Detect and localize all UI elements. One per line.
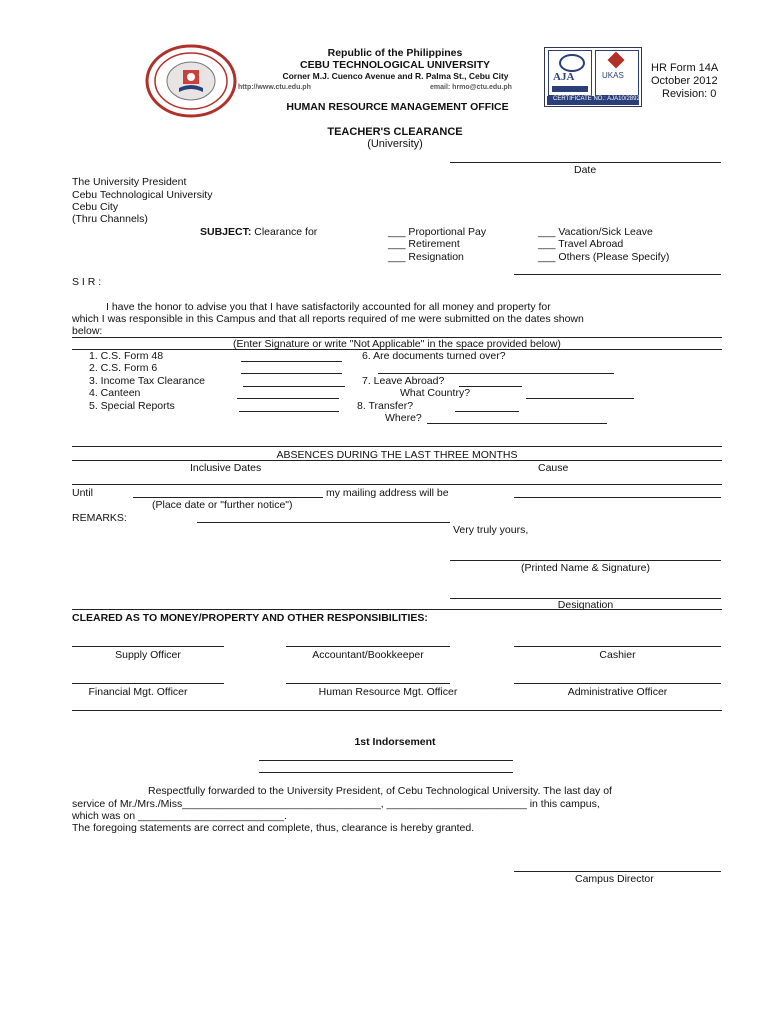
office-title: HUMAN RESOURCE MANAGEMENT OFFICE (286, 101, 509, 113)
until-label: Until (72, 487, 94, 499)
signatory-line[interactable] (514, 683, 721, 684)
addressee-line-1: The University President (72, 176, 187, 188)
cleared-title: CLEARED AS TO MONEY/PROPERTY AND OTHER RESPONSIBILITIES: (72, 612, 428, 624)
campus-director-label: Campus Director (575, 873, 654, 885)
printed-name-line[interactable] (450, 560, 721, 561)
divider (72, 609, 722, 610)
others-specify-line[interactable] (514, 274, 721, 275)
form-subtitle: (University) (367, 138, 423, 150)
indorsement-line[interactable] (259, 760, 513, 761)
university-address: Corner M.J. Cuenco Avenue and R. Palma St., Cebu City (282, 71, 509, 81)
body-line-3: below: (72, 325, 103, 337)
signature-line[interactable] (237, 398, 339, 399)
report-item: 4. Canteen (89, 387, 141, 399)
form-title: TEACHER'S CLEARANCE (327, 126, 463, 138)
subject-line (200, 226, 317, 238)
form-number: HR Form 14A (651, 62, 719, 74)
signatory-financial-officer: Financial Mgt. Officer (88, 686, 188, 698)
body-line-1: I have the honor to advise you that I have satisfactorily accounted for all money and property for (106, 301, 551, 313)
answer-line[interactable] (526, 398, 634, 399)
signatory-supply-officer: Supply Officer (115, 649, 181, 661)
signatory-hr-officer: Human Resource Mgt. Officer (318, 686, 458, 698)
signature-line[interactable] (241, 373, 342, 374)
addressee-line-4: (Thru Channels) (72, 213, 148, 225)
globe-icon (559, 54, 585, 72)
report-item: 1. C.S. Form 48 (89, 350, 164, 362)
answer-line[interactable] (378, 373, 614, 374)
form-revision: Revision: 0 (662, 88, 717, 100)
body-line-2: which I was responsible in this Campus and that all reports required of me were submitted on the dates shown (72, 313, 584, 325)
option-others[interactable]: ___ Others (Please Specify) (538, 251, 670, 263)
report-item: 3. Income Tax Clearance (89, 375, 205, 387)
question-country: What Country? (400, 387, 471, 399)
absences-title: ABSENCES DURING THE LAST THREE MONTHS (276, 449, 518, 461)
indorsement-line-3: which was on _________________________. (72, 810, 287, 822)
indorsement-title: 1st Indorsement (354, 736, 436, 748)
until-date-line[interactable] (133, 497, 323, 498)
salutation: S I R : (72, 276, 102, 288)
signatory-cashier: Cashier (599, 649, 636, 661)
signature-line[interactable] (239, 411, 339, 412)
question-where: Where? (385, 412, 422, 424)
option-resignation[interactable]: ___ Resignation (388, 251, 464, 263)
instruction-text: (Enter Signature or write "Not Applicable" in the space provided below) (233, 338, 561, 350)
date-label: Date (574, 164, 597, 176)
closing-text: Very truly yours, (453, 524, 529, 536)
option-retirement[interactable]: ___ Retirement (388, 238, 460, 250)
campus-director-line[interactable] (514, 871, 721, 872)
certificate-number: CERTIFICATE NO.: AJA10/2892 (553, 96, 640, 102)
answer-line[interactable] (455, 411, 519, 412)
signatory-admin-officer: Administrative Officer (567, 686, 668, 698)
divider (72, 446, 722, 447)
crown-icon (608, 52, 625, 69)
republic-text: Republic of the Philippines (327, 47, 463, 59)
mailing-address-line[interactable] (514, 497, 721, 498)
col-cause: Cause (538, 462, 569, 474)
question-leave-abroad: 7. Leave Abroad? (362, 375, 445, 387)
certification-badges (544, 47, 642, 107)
subject-label: SUBJECT: (200, 226, 252, 238)
option-proportional-pay[interactable]: ___ Proportional Pay (388, 226, 487, 238)
indorsement-line-1: Respectfully forwarded to the University President, of Cebu Technological University. The last day of (148, 785, 612, 797)
divider (72, 460, 722, 461)
remarks-label: REMARKS: (72, 512, 127, 524)
option-travel-abroad[interactable]: ___ Travel Abroad (538, 238, 624, 250)
signature-line[interactable] (243, 386, 345, 387)
signatory-line[interactable] (72, 646, 224, 647)
divider (72, 710, 722, 711)
signatory-accountant: Accountant/Bookkeeper (312, 649, 424, 661)
report-item: 2. C.S. Form 6 (89, 362, 158, 374)
mailing-address-label: my mailing address will be (326, 487, 449, 499)
date-line[interactable] (450, 162, 721, 163)
indorsement-line-2: service of Mr./Mrs./Miss__________________________________, ________________________ in this campus, (72, 798, 600, 810)
university-seal-logo (145, 44, 237, 118)
report-item: 5. Special Reports (89, 400, 175, 412)
email-link[interactable]: email: hrmo@ctu.edu.ph (430, 84, 512, 91)
question-documents: 6. Are documents turned over? (362, 350, 506, 362)
addressee-line-3: Cebu City (72, 201, 119, 213)
remarks-line[interactable] (197, 522, 450, 523)
absence-row-line[interactable] (72, 484, 722, 485)
designation-label: Designation (557, 599, 614, 611)
signature-line[interactable] (241, 361, 342, 362)
signatory-line[interactable] (514, 646, 721, 647)
signatory-line[interactable] (286, 683, 450, 684)
aja-label: AJA (553, 71, 575, 83)
printed-name-label: (Printed Name & Signature) (521, 562, 650, 574)
addressee-line-2: Cebu Technological University (72, 189, 213, 201)
question-transfer: 8. Transfer? (357, 400, 414, 412)
signatory-line[interactable] (72, 683, 224, 684)
indorsement-line[interactable] (259, 772, 513, 773)
col-inclusive-dates: Inclusive Dates (190, 462, 262, 474)
answer-line[interactable] (427, 423, 607, 424)
signatory-line[interactable] (286, 646, 450, 647)
ukas-label: UKAS (602, 71, 624, 80)
subject-text: Clearance for (254, 226, 318, 238)
website-link[interactable]: http://www.ctu.edu.ph (238, 84, 311, 91)
until-note: (Place date or "further notice") (152, 499, 293, 511)
option-vacation-sick-leave[interactable]: ___ Vacation/Sick Leave (538, 226, 653, 238)
university-name: CEBU TECHNOLOGICAL UNIVERSITY (300, 59, 490, 71)
form-date: October 2012 (651, 75, 718, 87)
indorsement-line-4: The foregoing statements are correct and complete, thus, clearance is hereby granted. (72, 822, 475, 834)
